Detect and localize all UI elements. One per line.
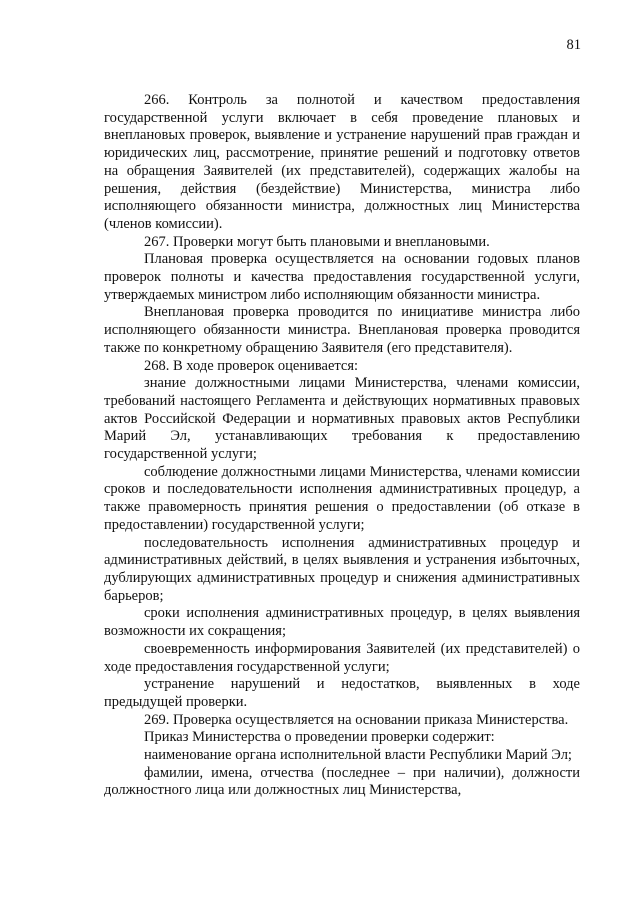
paragraph-order-contains: Приказ Министерства о проведении проверки содержит: (144, 729, 495, 746)
paragraph-knowledge: знание должностными лицами Министерства, членами комиссии, требований настоящего Регламента и действующих нормативных правовых актов Российской Федерации и нормативных правовых актов Республики Марий Эл, устанавливающих требования к предоставлению государственной услуги; (104, 375, 580, 463)
page-number: 81 (566, 37, 581, 53)
paragraph-269: 269. Проверка осуществляется на основании приказа Министерства. (144, 711, 569, 728)
document-body (104, 92, 580, 800)
paragraph-timeliness: своевременность информирования Заявителей (их представителей) о ходе предоставления государственной услуги; (104, 640, 580, 675)
paragraph-unplanned-inspection: Внеплановая проверка проводится по инициативе министра либо исполняющего обязанности министра. Внеплановая проверка проводится также по конкретному обращению Заявителя (его представителя). (104, 304, 580, 356)
paragraph-planned-inspection: Плановая проверка осуществляется на основании годовых планов проверок полноты и качества предоставления государственной услуги, утверждаемых министром либо исполняющим обязанности министра. (104, 251, 580, 303)
paragraph-compliance: соблюдение должностными лицами Министерства, членами комиссии сроков и последовательности исполнения административных процедур, а также правомерность принятия решения о предоставлении (об отказе в предоставлении) государственной услуги; (104, 463, 580, 533)
paragraph-deadlines: сроки исполнения административных процедур, в целях выявления возможности их сокращения; (104, 605, 580, 640)
paragraph-sequence: последовательность исполнения административных процедур и административных действий, в целях выявления и устранения избыточных, дублирующих административных процедур и снижения административных барьеров; (104, 534, 580, 604)
paragraph-authority-name: наименование органа исполнительной власти Республики Марий Эл; (144, 747, 572, 764)
paragraph-266: 266. Контроль за полнотой и качеством предоставления государственной услуги включает в себя проведение плановых и внеплановых проверок, выявление и устранение нарушений прав граждан и юридических лиц, рассмотрение, принятие решений и подготовку ответов на обращения Заявителей (их представителей), содержащих жалобы на решения, действия (бездействие) Министерства, министра либо исполняющего обязанности министра, должностных лиц Министерства (членов комиссии). (104, 92, 580, 232)
paragraph-officials: фамилии, имена, отчества (последнее – при наличии), должности должностного лица или должностных лиц Министерства, (104, 764, 580, 799)
paragraph-267: 267. Проверки могут быть плановыми и внеплановыми. (144, 233, 490, 250)
paragraph-268: 268. В ходе проверок оценивается: (144, 357, 359, 374)
paragraph-elimination: устранение нарушений и недостатков, выявленных в ходе предыдущей проверки. (104, 676, 580, 710)
